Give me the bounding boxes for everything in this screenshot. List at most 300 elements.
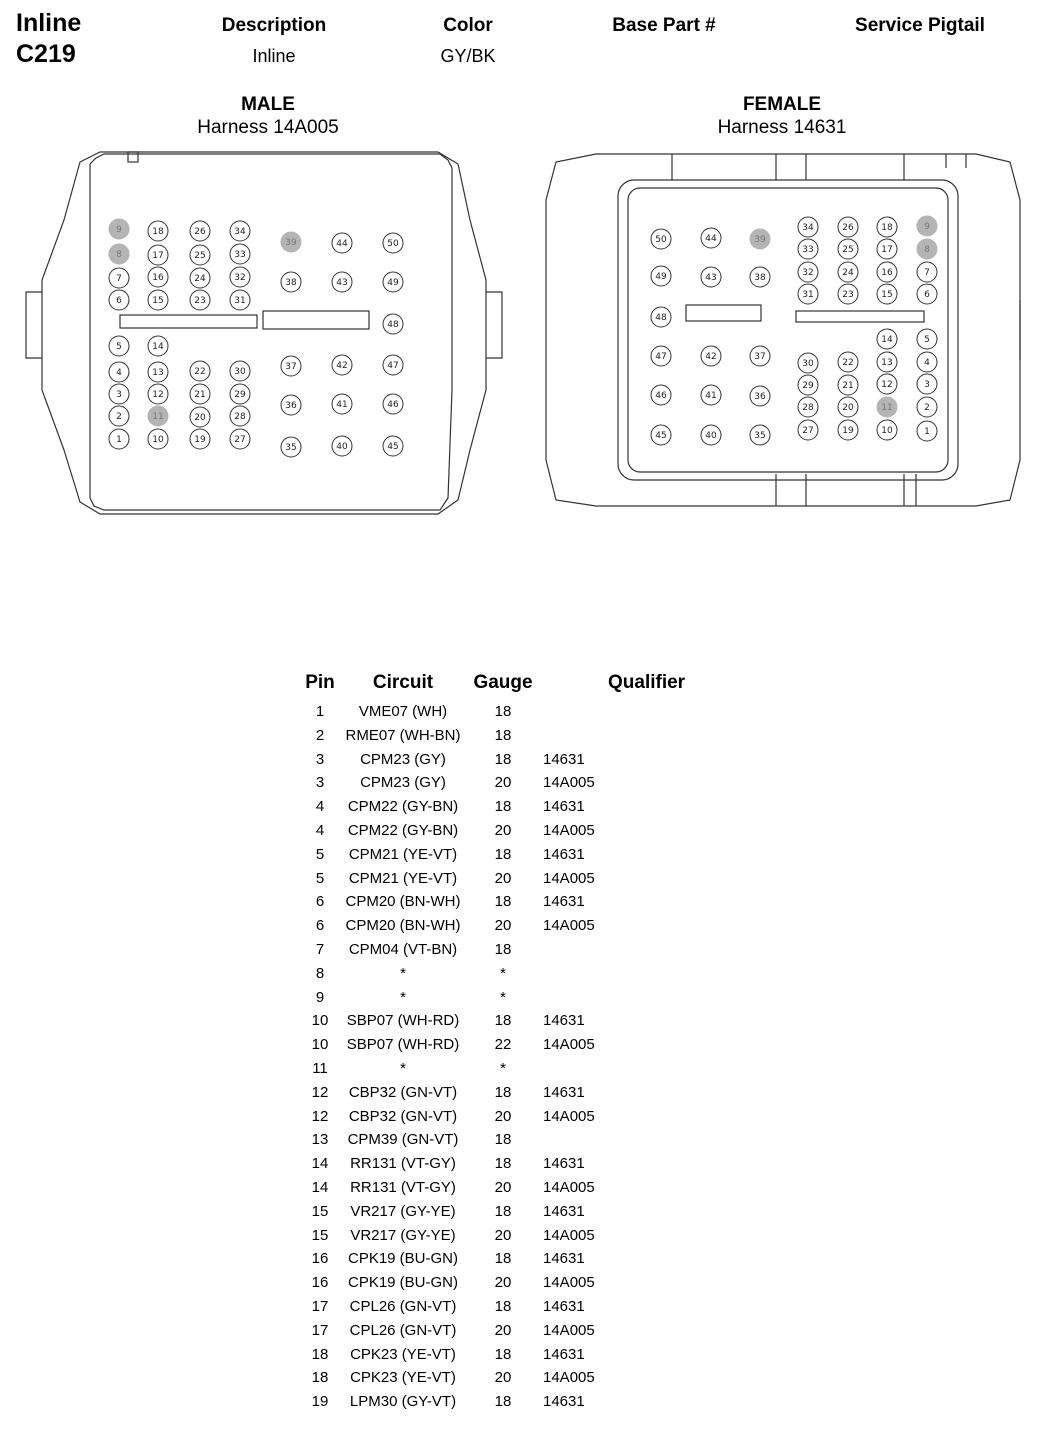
pin-label: 19	[842, 426, 854, 437]
gauge-cell: 18	[494, 1155, 512, 1173]
female-pin-19	[838, 420, 858, 440]
pin-label: 36	[754, 392, 766, 403]
pin-label: 26	[194, 227, 206, 238]
table-row	[0, 1200, 700, 1224]
pin-label: 45	[387, 442, 399, 453]
male-pin-11	[148, 406, 168, 426]
gauge-cell: 20	[494, 917, 512, 935]
male-pin-30	[230, 361, 250, 381]
circuit-cell: *	[400, 988, 406, 1006]
qualifier-cell	[543, 700, 643, 724]
qualifier-cell	[543, 1057, 643, 1081]
pin-label: 38	[285, 278, 297, 289]
male-pin-7	[109, 268, 129, 288]
table-row	[0, 819, 700, 843]
qualifier-cell: 14631	[543, 1083, 585, 1101]
pin-cell: 10	[311, 1012, 329, 1030]
table-row	[0, 1009, 700, 1033]
gauge-cell: *	[500, 1060, 506, 1077]
gauge-cell: 18	[494, 893, 512, 911]
male-pin-18	[148, 221, 168, 241]
male-pin-28	[230, 406, 250, 426]
pin-cell: 15	[311, 1202, 329, 1220]
table-row	[0, 1128, 700, 1152]
male-pin-27	[230, 429, 250, 449]
pin-label: 16	[881, 268, 893, 279]
table-row	[0, 795, 700, 819]
pin-cell: 17	[311, 1321, 329, 1339]
pin-label: 47	[655, 352, 667, 363]
qualifier-cell: 14A005	[543, 917, 595, 935]
pin-label: 43	[336, 278, 348, 289]
pin-label: 23	[194, 296, 206, 307]
gauge-cell: 18	[494, 1345, 512, 1363]
pin-column-header: Pin	[305, 672, 335, 693]
female-pin-17	[877, 239, 897, 259]
pin-label: 49	[387, 278, 399, 289]
male-pin-42	[332, 355, 352, 375]
qualifier-cell: 14631	[543, 1250, 585, 1268]
male-pin-49	[383, 272, 403, 292]
female-pin-11	[877, 397, 897, 417]
male-pin-36	[281, 395, 301, 415]
gauge-cell: 18	[494, 941, 512, 958]
circuit-cell: RR131 (VT-GY)	[350, 1155, 456, 1173]
female-pin-6	[917, 284, 937, 304]
gauge-cell: 20	[494, 1274, 512, 1292]
description-header: Description	[221, 15, 327, 36]
female-pin-24	[838, 262, 858, 282]
female-connector-housing	[546, 154, 1020, 506]
female-pin-9	[917, 216, 937, 236]
circuit-cell: SBP07 (WH-RD)	[346, 1012, 460, 1030]
circuit-cell: VR217 (GY-YE)	[350, 1202, 456, 1220]
pin-cell: 5	[315, 845, 325, 863]
male-pin-5	[109, 336, 129, 356]
male-harness-label: Harness 14A005	[197, 117, 339, 138]
male-pin-9	[109, 219, 129, 239]
pin-label: 33	[234, 250, 246, 261]
female-pin-27	[798, 420, 818, 440]
table-row	[0, 1081, 700, 1105]
circuit-cell: CPM23 (GY)	[360, 774, 446, 792]
pin-label: 44	[336, 239, 348, 250]
pin-label: 8	[116, 250, 122, 261]
pin-label: 38	[754, 273, 766, 284]
female-pin-5	[917, 329, 937, 349]
circuit-cell: CPM21 (YE-VT)	[348, 869, 458, 887]
female-pin-31	[798, 284, 818, 304]
male-pin-48	[383, 314, 403, 334]
pin-label: 17	[881, 245, 893, 256]
table-row	[0, 700, 700, 724]
circuit-cell: SBP07 (WH-RD)	[346, 1036, 460, 1054]
pin-label: 49	[655, 272, 667, 283]
qualifier-cell: 14A005	[543, 1179, 595, 1196]
male-pin-6	[109, 290, 129, 310]
circuit-column-header: Circuit	[372, 672, 434, 693]
female-pin-22	[838, 352, 858, 372]
pin-label: 25	[842, 245, 854, 256]
circuit-cell: VR217 (GY-YE)	[350, 1226, 456, 1244]
male-pin-19	[190, 429, 210, 449]
pin-cell: 4	[315, 822, 325, 839]
pin-label: 22	[194, 367, 206, 378]
table-row	[0, 1057, 700, 1081]
pin-label: 29	[234, 390, 246, 401]
circuit-cell: CPL26 (GN-VT)	[349, 1298, 457, 1315]
table-row	[0, 914, 700, 938]
pin-cell: 3	[315, 750, 325, 768]
circuit-cell: CBP32 (GN-VT)	[348, 1083, 458, 1101]
pin-label: 50	[655, 235, 667, 246]
pin-label: 23	[842, 290, 854, 301]
circuit-cell: CPM22 (GY-BN)	[347, 822, 459, 839]
female-pin-49	[651, 266, 671, 286]
female-pin-10	[877, 420, 897, 440]
male-pin-24	[190, 268, 210, 288]
pin-label: 43	[705, 273, 717, 284]
pin-label: 17	[152, 251, 164, 262]
female-pin-2	[917, 397, 937, 417]
male-keyway-left	[120, 315, 257, 328]
gauge-cell: 18	[494, 1202, 512, 1220]
pin-label: 13	[881, 358, 893, 369]
pin-label: 39	[285, 238, 297, 249]
male-pin-1	[109, 429, 129, 449]
gauge-cell: 18	[494, 1131, 512, 1149]
circuit-cell: CPM20 (BN-WH)	[345, 893, 461, 911]
table-row	[0, 986, 700, 1010]
qualifier-cell: 14A005	[543, 1107, 595, 1125]
gauge-cell: 18	[494, 798, 512, 816]
male-pin-10	[148, 429, 168, 449]
pin-label: 29	[802, 381, 814, 392]
color-header: Color	[443, 15, 493, 36]
qualifier-cell: 14631	[543, 750, 585, 768]
female-pin-20	[838, 397, 858, 417]
male-pin-43	[332, 272, 352, 292]
pin-cell: 13	[311, 1131, 329, 1149]
pin-label: 2	[924, 403, 930, 414]
color-value: GY/BK	[440, 46, 496, 66]
male-pin-33	[230, 244, 250, 264]
circuit-cell: CPL26 (GN-VT)	[349, 1321, 457, 1339]
pin-label: 5	[924, 335, 930, 346]
pin-label: 19	[194, 435, 206, 446]
pin-label: 32	[234, 273, 246, 284]
table-row	[0, 1390, 700, 1414]
male-pin-45	[383, 436, 403, 456]
circuit-cell: CPM39 (GN-VT)	[347, 1131, 459, 1149]
male-connector-housing	[26, 152, 502, 514]
pin-cell: 11	[312, 1060, 328, 1077]
pin-cell: 5	[315, 869, 325, 887]
qualifier-cell: 14A005	[543, 774, 595, 792]
female-pin-50	[651, 229, 671, 249]
pin-label: 31	[234, 296, 246, 307]
female-pin-15	[877, 284, 897, 304]
male-pin-29	[230, 384, 250, 404]
pin-cell: 12	[311, 1107, 329, 1125]
table-row	[0, 1271, 700, 1295]
male-pin-22	[190, 361, 210, 381]
pin-cell: 4	[315, 798, 325, 816]
table-row	[0, 1033, 700, 1057]
female-pin-35	[750, 425, 770, 445]
female-pin-1	[917, 421, 937, 441]
pin-label: 21	[842, 381, 854, 392]
male-pin-41	[332, 394, 352, 414]
gauge-cell: 20	[494, 774, 512, 792]
connector-title-line2: C219	[16, 40, 76, 68]
circuit-cell: CPK19 (BU-GN)	[347, 1250, 459, 1268]
gauge-cell: *	[500, 988, 506, 1006]
table-row	[0, 1295, 700, 1319]
pin-cell: 9	[315, 988, 325, 1006]
female-pin-7	[917, 262, 937, 282]
qualifier-cell: 14A005	[543, 1321, 595, 1339]
pin-label: 12	[881, 380, 893, 391]
pin-label: 27	[234, 435, 246, 446]
pin-cell: 15	[311, 1226, 329, 1244]
pin-label: 15	[881, 290, 893, 301]
female-view-title: FEMALE	[742, 94, 822, 115]
table-row	[0, 748, 700, 772]
table-row	[0, 962, 700, 986]
gauge-cell: 20	[494, 1179, 512, 1196]
gauge-cell: *	[500, 964, 506, 982]
male-pin-4	[109, 362, 129, 382]
table-row	[0, 771, 700, 795]
gauge-cell: 18	[494, 750, 512, 768]
pin-label: 20	[194, 413, 206, 424]
pin-label: 7	[116, 274, 122, 285]
male-pin-37	[281, 356, 301, 376]
female-pin-43	[701, 267, 721, 287]
table-row	[0, 1343, 700, 1367]
gauge-cell: 20	[494, 822, 512, 839]
pin-label: 3	[924, 380, 930, 391]
female-pin-38	[750, 267, 770, 287]
pin-label: 1	[116, 435, 122, 446]
qualifier-cell: 14A005	[543, 1226, 595, 1244]
circuit-cell: CPM22 (GY-BN)	[347, 798, 459, 816]
pin-label: 3	[116, 390, 122, 401]
female-pin-28	[798, 397, 818, 417]
female-harness-label: Harness 14631	[717, 117, 847, 138]
pin-cell: 14	[311, 1155, 329, 1173]
male-pin-47	[383, 355, 403, 375]
male-view-title: MALE	[241, 94, 295, 115]
table-row	[0, 724, 700, 748]
male-pin-3	[109, 384, 129, 404]
male-pin-50	[383, 233, 403, 253]
pin-label: 22	[842, 358, 854, 369]
table-row	[0, 1176, 700, 1200]
male-pin-14	[148, 336, 168, 356]
table-row	[0, 890, 700, 914]
gauge-cell: 20	[494, 869, 512, 887]
gauge-cell: 18	[494, 1083, 512, 1101]
gauge-cell: 18	[494, 845, 512, 863]
pin-cell: 18	[311, 1369, 329, 1387]
circuit-cell: CPM23 (GY)	[360, 750, 446, 768]
table-row	[0, 867, 700, 891]
female-connector-diagram	[536, 140, 1036, 530]
male-pin-31	[230, 290, 250, 310]
description-value: Inline	[252, 46, 296, 66]
pin-label: 40	[705, 431, 717, 442]
pin-label: 9	[116, 225, 122, 236]
circuit-cell: CPK23 (YE-VT)	[350, 1345, 456, 1363]
female-pin-41	[701, 385, 721, 405]
female-pin-26	[838, 217, 858, 237]
male-pin-25	[190, 245, 210, 265]
circuit-cell: CPK19 (BU-GN)	[347, 1274, 459, 1292]
pin-label: 44	[705, 234, 717, 245]
qualifier-cell: 14631	[543, 798, 585, 816]
circuit-cell: LPM30 (GY-VT)	[349, 1393, 457, 1411]
pin-label: 6	[924, 290, 930, 301]
gauge-cell: 18	[494, 1250, 512, 1268]
table-row	[0, 1366, 700, 1390]
male-connector-diagram	[0, 140, 530, 530]
male-pin-21	[190, 384, 210, 404]
table-row	[0, 1105, 700, 1129]
gauge-cell: 18	[494, 1393, 512, 1411]
male-pin-23	[190, 290, 210, 310]
pin-label: 14	[152, 342, 164, 353]
pin-label: 47	[387, 361, 399, 372]
pin-label: 16	[152, 273, 164, 284]
qualifier-cell: 14631	[543, 1345, 585, 1363]
pin-label: 35	[754, 431, 766, 442]
pin-label: 18	[881, 223, 893, 234]
gauge-cell: 20	[494, 1321, 512, 1339]
pin-label: 46	[655, 391, 667, 402]
pin-label: 13	[152, 368, 164, 379]
female-pin-32	[798, 262, 818, 282]
pin-label: 10	[881, 426, 893, 437]
pin-label: 21	[194, 390, 206, 401]
pin-label: 34	[234, 227, 246, 238]
pin-label: 32	[802, 268, 814, 279]
male-pin-34	[230, 221, 250, 241]
qualifier-cell	[543, 962, 643, 986]
circuit-cell: VME07 (WH)	[358, 703, 448, 720]
gauge-cell: 18	[494, 703, 512, 720]
male-pin-35	[281, 437, 301, 457]
qualifier-cell	[543, 1128, 643, 1152]
circuit-cell: CPM04 (VT-BN)	[348, 941, 458, 958]
table-row	[0, 1152, 700, 1176]
pin-cell: 16	[311, 1274, 329, 1292]
female-pin-33	[798, 239, 818, 259]
qualifier-cell: 14631	[543, 1393, 585, 1411]
female-pin-37	[750, 346, 770, 366]
pin-label: 2	[116, 412, 122, 423]
gauge-cell: 18	[494, 1012, 512, 1030]
pin-label: 8	[924, 245, 930, 256]
gauge-cell: 20	[494, 1107, 512, 1125]
qualifier-cell: 14631	[543, 1012, 585, 1030]
female-pin-46	[651, 385, 671, 405]
female-pin-29	[798, 375, 818, 395]
male-pin-8	[109, 244, 129, 264]
pin-label: 48	[655, 313, 667, 324]
male-keyway-right	[263, 311, 369, 329]
female-pin-40	[701, 425, 721, 445]
circuit-cell: CPM20 (BN-WH)	[345, 917, 461, 935]
base-part-header: Base Part #	[612, 15, 716, 36]
female-pin-39	[750, 229, 770, 249]
female-pin-48	[651, 307, 671, 327]
pin-label: 30	[234, 367, 246, 378]
pin-table	[0, 672, 1042, 1432]
pin-label: 14	[881, 335, 893, 346]
gauge-cell: 18	[494, 726, 512, 744]
pin-label: 25	[194, 251, 206, 262]
female-pin-36	[750, 386, 770, 406]
pin-label: 18	[152, 227, 164, 238]
pin-label: 15	[152, 296, 164, 307]
pin-label: 10	[152, 435, 164, 446]
qualifier-cell: 14A005	[543, 1036, 595, 1054]
gauge-cell: 20	[494, 1226, 512, 1244]
female-pin-23	[838, 284, 858, 304]
pin-label: 27	[802, 426, 814, 437]
pin-label: 9	[924, 222, 930, 233]
pin-label: 33	[802, 245, 814, 256]
circuit-cell: CPM21 (YE-VT)	[348, 845, 458, 863]
pin-label: 48	[387, 320, 399, 331]
female-pin-12	[877, 374, 897, 394]
pin-cell: 12	[311, 1083, 329, 1101]
circuit-cell: *	[400, 1060, 406, 1077]
qualifier-cell: 14631	[543, 1298, 585, 1315]
circuit-cell: RR131 (VT-GY)	[350, 1179, 456, 1196]
male-pin-13	[148, 362, 168, 382]
male-pin-12	[148, 384, 168, 404]
connector-title-line1: Inline	[16, 9, 82, 37]
pin-cell: 6	[315, 893, 325, 911]
pin-label: 37	[754, 352, 766, 363]
pin-cell: 19	[311, 1393, 329, 1411]
gauge-cell: 18	[494, 1298, 512, 1315]
pin-cell: 6	[315, 917, 325, 935]
pin-label: 36	[285, 401, 297, 412]
pin-cell: 2	[315, 726, 325, 744]
circuit-cell: CBP32 (GN-VT)	[348, 1107, 458, 1125]
qualifier-cell: 14631	[543, 1202, 585, 1220]
male-pin-20	[190, 407, 210, 427]
qualifier-column-header: Qualifier	[608, 672, 686, 693]
pin-label: 5	[116, 342, 122, 353]
pin-label: 31	[802, 290, 814, 301]
qualifier-cell: 14A005	[543, 1274, 595, 1292]
pin-cell: 1	[315, 703, 325, 720]
circuit-cell: CPK23 (YE-VT)	[350, 1369, 456, 1387]
female-pin-13	[877, 352, 897, 372]
male-pin-17	[148, 245, 168, 265]
pin-label: 24	[842, 268, 854, 279]
service-pigtail-header: Service Pigtail	[855, 15, 985, 36]
pin-cell: 7	[315, 941, 325, 958]
male-pin-16	[148, 267, 168, 287]
female-pin-45	[651, 425, 671, 445]
pin-label: 7	[924, 268, 930, 279]
